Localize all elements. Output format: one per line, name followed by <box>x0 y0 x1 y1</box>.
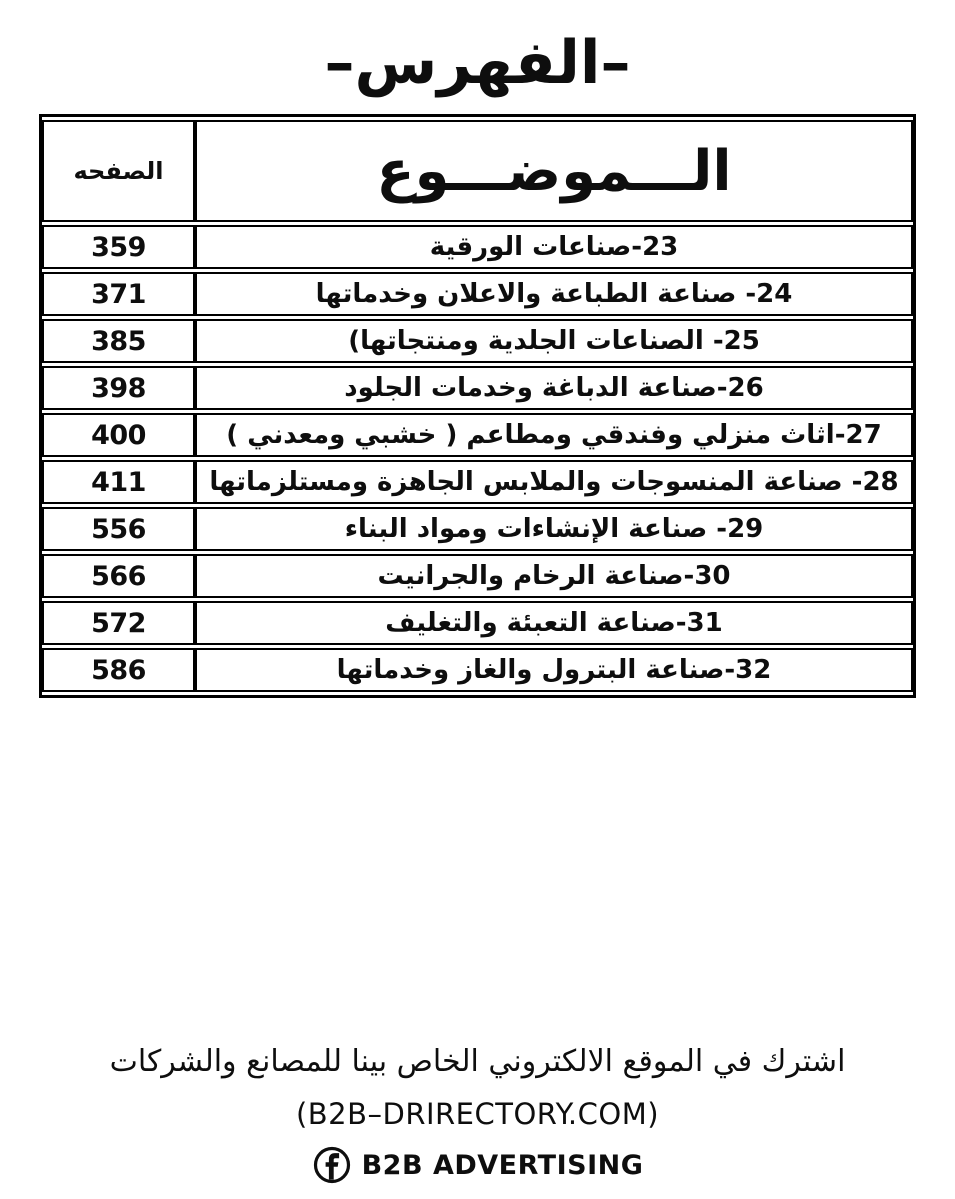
topic-cell: 27-اثاث منزلي وفندقي ومطاعم ( خشبي ومعدني ) <box>195 413 913 457</box>
table-row <box>42 272 913 316</box>
website-domain: (B2B–DRIRECTORY.COM) <box>295 1097 660 1131</box>
topic-cell: 24- صناعة الطباعة والاعلان وخدماتها <box>195 272 913 316</box>
page-title: –الفهرس– <box>324 28 631 98</box>
table-row <box>42 648 913 692</box>
table-row <box>42 225 913 269</box>
page-number-cell: 411 <box>42 460 195 504</box>
table-row <box>42 507 913 551</box>
page-number-cell: 400 <box>42 413 195 457</box>
page-number-cell: 586 <box>42 648 195 692</box>
table-row <box>42 601 913 645</box>
topic-cell: 25- الصناعات الجلدية ومنتجاتها) <box>195 319 913 363</box>
topic-cell: 28- صناعة المنسوجات والملابس الجاهزة ومستلزماتها <box>195 460 913 504</box>
page-footer <box>0 1044 955 1185</box>
topic-cell: 23-صناعات الورقية <box>195 225 913 269</box>
page-number-cell: 398 <box>42 366 195 410</box>
page-number-cell: 556 <box>42 507 195 551</box>
table-row <box>42 460 913 504</box>
index-table <box>39 114 916 698</box>
table-row <box>42 413 913 457</box>
brand-line <box>0 1145 955 1185</box>
facebook-icon <box>312 1145 352 1185</box>
page-number-cell: 572 <box>42 601 195 645</box>
topic-cell: 32-صناعة البترول والغاز وخدماتها <box>195 648 913 692</box>
topic-cell: 29- صناعة الإنشاءات ومواد البناء <box>195 507 913 551</box>
table-header-row <box>42 120 913 222</box>
topic-cell: 31-صناعة التعبئة والتغليف <box>195 601 913 645</box>
table-row <box>42 366 913 410</box>
page-column-header: الصفحه <box>42 120 195 222</box>
brand-text: B2B ADVERTISING <box>361 1149 644 1181</box>
page-number-cell: 359 <box>42 225 195 269</box>
topic-cell: 30-صناعة الرخام والجرانيت <box>195 554 913 598</box>
topic-column-header: الـــموضـــوع <box>195 120 913 222</box>
page-number-cell: 371 <box>42 272 195 316</box>
table-row <box>42 319 913 363</box>
page-number-cell: 385 <box>42 319 195 363</box>
table-row <box>42 554 913 598</box>
subscribe-text: اشترك في الموقع الالكتروني الخاص بينا للمصانع والشركات <box>109 1044 846 1079</box>
topic-cell: 26-صناعة الدباغة وخدمات الجلود <box>195 366 913 410</box>
page-number-cell: 566 <box>42 554 195 598</box>
